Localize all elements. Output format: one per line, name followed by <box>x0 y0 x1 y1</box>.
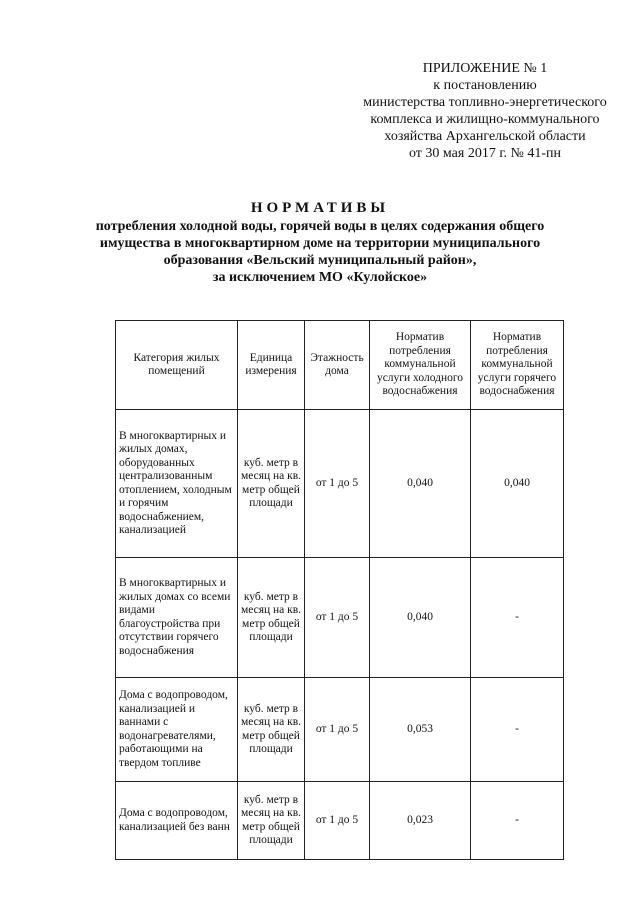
subtitle-line: имущества в многоквартирном доме на территории муниципального <box>99 236 541 251</box>
appendix-number: ПРИЛОЖЕНИЕ № 1 <box>422 61 548 76</box>
header-category: Категория жилых помещений <box>116 321 238 410</box>
subtitle-line: за исключением МО «Кулойское» <box>212 270 428 285</box>
table-header-row <box>116 321 564 410</box>
appendix-line: министерства топливно-энергетического <box>363 95 607 110</box>
cell-unit: куб. метр в месяц на кв. метр общей площади <box>238 678 305 782</box>
cell-hot-water: 0,040 <box>471 410 564 558</box>
appendix-line: комплекса и жилищно-коммунального <box>370 112 600 127</box>
table-row <box>116 558 564 678</box>
cell-floors: от 1 до 5 <box>305 678 370 782</box>
header-cold-water-norm: Норматив потребления коммунальной услуги холодного водоснабжения <box>370 321 471 410</box>
cell-category: В многоквартирных и жилых домах, оборудованных централизованным отоплением, холодным и горячим водоснабжением, канализацией <box>116 410 238 558</box>
appendix-block <box>340 60 630 162</box>
cell-cold-water: 0,040 <box>370 558 471 678</box>
header-hot-water-norm: Норматив потребления коммунальной услуги горячего водоснабжения <box>471 321 564 410</box>
header-floors: Этажность дома <box>305 321 370 410</box>
document-subtitle <box>60 218 580 286</box>
norms-table <box>115 320 564 860</box>
cell-hot-water: - <box>471 558 564 678</box>
cell-hot-water: - <box>471 782 564 860</box>
cell-category: Дома с водопроводом, канализацией без ванн <box>116 782 238 860</box>
table-row <box>116 678 564 782</box>
appendix-line: к постановлению <box>433 78 537 93</box>
subtitle-line: образования «Вельский муниципальный район», <box>163 253 477 268</box>
cell-cold-water: 0,040 <box>370 410 471 558</box>
cell-cold-water: 0,053 <box>370 678 471 782</box>
cell-hot-water: - <box>471 678 564 782</box>
appendix-line: хозяйства Архангельской области <box>384 129 586 144</box>
cell-category: В многоквартирных и жилых домах со всеми видами благоустройства при отсутствии горячего водоснабжения <box>116 558 238 678</box>
cell-unit: куб. метр в месяц на кв. метр общей площади <box>238 782 305 860</box>
subtitle-line: потребления холодной воды, горячей воды в целях содержания общего <box>95 219 545 234</box>
document-heading <box>60 198 580 286</box>
cell-unit: куб. метр в месяц на кв. метр общей площади <box>238 558 305 678</box>
table-row <box>116 782 564 860</box>
table-row <box>116 410 564 558</box>
document-title: НОРМАТИВЫ <box>250 200 390 216</box>
appendix-date: от 30 мая 2017 г. № 41-пн <box>408 146 562 161</box>
cell-floors: от 1 до 5 <box>305 558 370 678</box>
cell-floors: от 1 до 5 <box>305 782 370 860</box>
cell-cold-water: 0,023 <box>370 782 471 860</box>
cell-unit: куб. метр в месяц на кв. метр общей площади <box>238 410 305 558</box>
cell-floors: от 1 до 5 <box>305 410 370 558</box>
cell-category: Дома с водопроводом, канализацией и ваннами с водонагревателями, работающими на твердом топливе <box>116 678 238 782</box>
header-unit: Единица измерения <box>238 321 305 410</box>
